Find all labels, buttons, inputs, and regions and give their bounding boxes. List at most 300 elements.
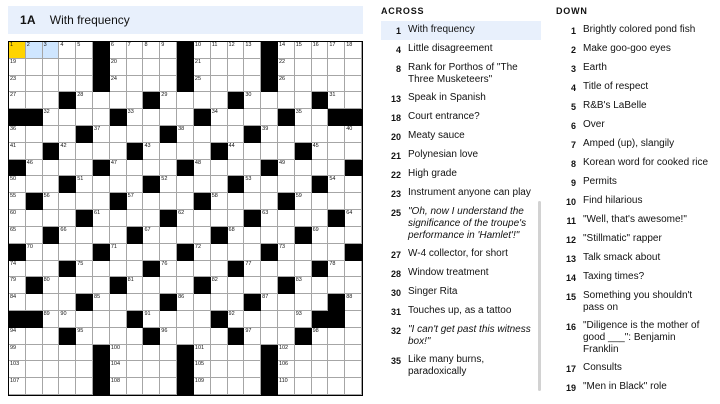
grid-cell[interactable] [59,126,76,143]
grid-cell[interactable] [295,126,312,143]
grid-cell[interactable] [143,244,160,261]
down-clue-item[interactable] [556,135,716,154]
grid-cell[interactable] [110,261,127,278]
grid-cell[interactable] [345,59,362,76]
grid-cell[interactable] [43,328,60,345]
grid-cell[interactable] [110,176,127,193]
across-clue-item[interactable] [381,184,541,203]
grid-cell[interactable] [76,261,93,278]
grid-cell[interactable] [295,294,312,311]
grid-cell[interactable] [278,311,295,328]
grid-cell[interactable] [127,294,144,311]
grid-cell[interactable] [278,244,295,261]
selected-clue-bar[interactable] [8,6,363,34]
grid-cell[interactable] [143,109,160,126]
grid-cell[interactable] [160,59,177,76]
grid-cell[interactable] [244,109,261,126]
grid-cell[interactable] [278,42,295,59]
across-clue-item[interactable] [381,165,541,184]
grid-cell[interactable] [244,76,261,93]
grid-cell[interactable] [328,244,345,261]
grid-cell[interactable] [328,193,345,210]
grid-cell[interactable] [211,277,228,294]
grid-cell[interactable] [211,92,228,109]
grid-cell[interactable] [127,328,144,345]
grid-cell[interactable] [43,193,60,210]
grid-cell[interactable] [110,59,127,76]
grid-cell[interactable] [59,378,76,395]
grid-cell[interactable] [244,160,261,177]
grid-cell[interactable] [228,59,245,76]
grid-cell[interactable] [345,210,362,227]
grid-cell[interactable] [194,92,211,109]
grid-cell[interactable] [9,345,26,362]
grid-cell[interactable] [26,126,43,143]
grid-cell[interactable] [43,42,60,59]
grid-cell[interactable] [244,92,261,109]
grid-cell[interactable] [295,176,312,193]
grid-cell[interactable] [345,42,362,59]
grid-cell[interactable] [43,76,60,93]
grid-cell[interactable] [312,244,329,261]
grid-cell[interactable] [244,378,261,395]
grid-cell[interactable] [110,143,127,160]
grid-cell[interactable] [328,92,345,109]
grid-cell[interactable] [261,92,278,109]
grid-cell[interactable] [26,76,43,93]
grid-cell[interactable] [59,59,76,76]
grid-cell[interactable] [295,59,312,76]
grid-cell[interactable] [261,277,278,294]
grid-cell[interactable] [43,126,60,143]
grid-cell[interactable] [93,294,110,311]
grid-cell[interactable] [244,59,261,76]
grid-cell[interactable] [127,42,144,59]
grid-cell[interactable] [345,176,362,193]
grid-cell[interactable] [194,42,211,59]
grid-cell[interactable] [9,176,26,193]
grid-cell[interactable] [143,361,160,378]
grid-cell[interactable] [9,76,26,93]
grid-cell[interactable] [59,244,76,261]
grid-cell[interactable] [345,143,362,160]
grid-cell[interactable] [244,361,261,378]
grid-cell[interactable] [76,160,93,177]
grid-cell[interactable] [278,143,295,160]
grid-cell[interactable] [59,210,76,227]
grid-cell[interactable] [261,109,278,126]
grid-cell[interactable] [59,345,76,362]
grid-cell[interactable] [278,294,295,311]
grid-cell[interactable] [93,109,110,126]
grid-cell[interactable] [345,361,362,378]
grid-cell[interactable] [93,176,110,193]
grid-cell[interactable] [211,59,228,76]
grid-cell[interactable] [110,328,127,345]
grid-cell[interactable] [312,328,329,345]
grid-cell[interactable] [59,42,76,59]
grid-cell[interactable] [312,126,329,143]
grid-cell[interactable] [211,378,228,395]
grid-cell[interactable] [76,92,93,109]
grid-cell[interactable] [127,92,144,109]
grid-cell[interactable] [26,59,43,76]
grid-cell[interactable] [177,311,194,328]
grid-cell[interactable] [211,294,228,311]
grid-cell[interactable] [194,345,211,362]
across-clue-item[interactable] [381,89,541,108]
grid-cell[interactable] [278,176,295,193]
grid-cell[interactable] [177,294,194,311]
grid-cell[interactable] [127,160,144,177]
grid-cell[interactable] [228,361,245,378]
grid-cell[interactable] [76,42,93,59]
grid-cell[interactable] [127,361,144,378]
grid-cell[interactable] [93,92,110,109]
grid-cell[interactable] [345,311,362,328]
grid-cell[interactable] [244,328,261,345]
grid-cell[interactable] [43,311,60,328]
grid-cell[interactable] [110,361,127,378]
grid-cell[interactable] [228,294,245,311]
grid-cell[interactable] [345,76,362,93]
grid-cell[interactable] [194,210,211,227]
down-clue-item[interactable] [556,249,716,268]
grid-cell[interactable] [110,244,127,261]
grid-cell[interactable] [93,210,110,227]
grid-cell[interactable] [177,261,194,278]
grid-cell[interactable] [43,294,60,311]
grid-cell[interactable] [9,143,26,160]
grid-cell[interactable] [59,361,76,378]
grid-cell[interactable] [76,361,93,378]
down-clue-item[interactable] [556,230,716,249]
grid-cell[interactable] [244,176,261,193]
grid-cell[interactable] [9,193,26,210]
grid-cell[interactable] [278,76,295,93]
grid-cell[interactable] [295,244,312,261]
grid-cell[interactable] [328,277,345,294]
grid-cell[interactable] [43,261,60,278]
grid-cell[interactable] [110,345,127,362]
grid-cell[interactable] [160,345,177,362]
across-clue-item[interactable] [381,351,541,381]
grid-cell[interactable] [93,143,110,160]
across-clue-item[interactable] [381,321,541,351]
grid-cell[interactable] [228,126,245,143]
grid-cell[interactable] [127,345,144,362]
grid-cell[interactable] [143,378,160,395]
grid-cell[interactable] [177,227,194,244]
grid-cell[interactable] [295,378,312,395]
grid-cell[interactable] [127,126,144,143]
grid-cell[interactable] [76,328,93,345]
grid-cell[interactable] [127,176,144,193]
grid-cell[interactable] [160,361,177,378]
grid-cell[interactable] [261,328,278,345]
grid-cell[interactable] [26,160,43,177]
grid-cell[interactable] [177,126,194,143]
grid-cell[interactable] [261,227,278,244]
grid-cell[interactable] [76,176,93,193]
grid-cell[interactable] [194,59,211,76]
grid-cell[interactable] [278,345,295,362]
grid-cell[interactable] [93,328,110,345]
grid-cell[interactable] [328,176,345,193]
grid-cell[interactable] [328,361,345,378]
grid-cell[interactable] [211,76,228,93]
grid-cell[interactable] [194,227,211,244]
grid-cell[interactable] [278,227,295,244]
grid-cell[interactable] [143,277,160,294]
grid-cell[interactable] [43,378,60,395]
down-clue-item[interactable] [556,154,716,173]
grid-cell[interactable] [93,311,110,328]
grid-cell[interactable] [295,261,312,278]
grid-cell[interactable] [278,328,295,345]
grid-cell[interactable] [211,160,228,177]
grid-cell[interactable] [278,210,295,227]
across-clue-item[interactable] [381,203,541,245]
down-clue-item[interactable] [556,40,716,59]
grid-cell[interactable] [244,345,261,362]
grid-cell[interactable] [244,261,261,278]
grid-cell[interactable] [160,42,177,59]
grid-cell[interactable] [110,210,127,227]
grid-cell[interactable] [278,59,295,76]
grid-cell[interactable] [211,176,228,193]
grid-cell[interactable] [228,210,245,227]
across-clue-item[interactable] [381,40,541,59]
grid-cell[interactable] [110,311,127,328]
grid-cell[interactable] [228,160,245,177]
grid-cell[interactable] [127,59,144,76]
grid-cell[interactable] [143,143,160,160]
grid-cell[interactable] [143,227,160,244]
grid-cell[interactable] [328,76,345,93]
grid-cell[interactable] [295,210,312,227]
grid-cell[interactable] [261,193,278,210]
grid-cell[interactable] [345,261,362,278]
grid-cell[interactable] [59,227,76,244]
grid-cell[interactable] [328,42,345,59]
grid-cell[interactable] [211,361,228,378]
grid-cell[interactable] [295,109,312,126]
grid-cell[interactable] [328,59,345,76]
grid-cell[interactable] [228,109,245,126]
grid-cell[interactable] [295,76,312,93]
grid-cell[interactable] [244,277,261,294]
grid-cell[interactable] [244,143,261,160]
grid-cell[interactable] [26,361,43,378]
grid-cell[interactable] [43,361,60,378]
grid-cell[interactable] [194,378,211,395]
grid-cell[interactable] [26,176,43,193]
grid-cell[interactable] [345,345,362,362]
grid-cell[interactable] [110,227,127,244]
grid-cell[interactable] [177,92,194,109]
grid-cell[interactable] [26,294,43,311]
grid-cell[interactable] [160,244,177,261]
grid-cell[interactable] [295,345,312,362]
grid-cell[interactable] [9,210,26,227]
grid-cell[interactable] [26,244,43,261]
grid-cell[interactable] [194,76,211,93]
across-clue-item[interactable] [381,264,541,283]
grid-cell[interactable] [143,345,160,362]
grid-cell[interactable] [312,109,329,126]
grid-cell[interactable] [76,59,93,76]
grid-cell[interactable] [76,345,93,362]
grid-cell[interactable] [228,378,245,395]
grid-cell[interactable] [194,126,211,143]
grid-cell[interactable] [143,160,160,177]
grid-cell[interactable] [59,311,76,328]
grid-cell[interactable] [295,193,312,210]
grid-cell[interactable] [43,176,60,193]
grid-cell[interactable] [127,210,144,227]
grid-cell[interactable] [211,210,228,227]
grid-cell[interactable] [177,109,194,126]
grid-cell[interactable] [160,176,177,193]
grid-cell[interactable] [211,328,228,345]
grid-cell[interactable] [228,345,245,362]
grid-cell[interactable] [9,126,26,143]
grid-cell[interactable] [328,378,345,395]
grid-cell[interactable] [194,176,211,193]
grid-cell[interactable] [345,126,362,143]
grid-cell[interactable] [278,126,295,143]
grid-cell[interactable] [312,210,329,227]
grid-cell[interactable] [76,227,93,244]
grid-cell[interactable] [76,277,93,294]
grid-cell[interactable] [295,160,312,177]
grid-cell[interactable] [328,160,345,177]
grid-cell[interactable] [110,92,127,109]
grid-cell[interactable] [261,261,278,278]
grid-cell[interactable] [228,227,245,244]
grid-cell[interactable] [177,176,194,193]
grid-cell[interactable] [312,160,329,177]
grid-cell[interactable] [295,311,312,328]
down-clue-item[interactable] [556,359,716,378]
across-scrollbar[interactable] [538,201,541,391]
grid-cell[interactable] [244,244,261,261]
grid-cell[interactable] [261,176,278,193]
down-clue-list[interactable] [556,21,716,397]
grid-cell[interactable] [261,126,278,143]
grid-cell[interactable] [177,143,194,160]
down-clue-item[interactable] [556,21,716,40]
grid-cell[interactable] [9,277,26,294]
across-clue-item[interactable] [381,108,541,127]
grid-cell[interactable] [211,109,228,126]
grid-cell[interactable] [110,42,127,59]
grid-cell[interactable] [295,92,312,109]
grid-cell[interactable] [278,160,295,177]
grid-cell[interactable] [93,126,110,143]
across-clue-panel[interactable] [381,6,541,398]
grid-cell[interactable] [194,261,211,278]
grid-cell[interactable] [345,378,362,395]
grid-cell[interactable] [143,59,160,76]
grid-cell[interactable] [312,143,329,160]
grid-cell[interactable] [143,294,160,311]
grid-cell[interactable] [278,378,295,395]
grid-cell[interactable] [160,277,177,294]
grid-cell[interactable] [143,210,160,227]
grid-cell[interactable] [345,294,362,311]
grid-cell[interactable] [228,42,245,59]
down-clue-item[interactable] [556,211,716,230]
grid-cell[interactable] [127,193,144,210]
grid-cell[interactable] [143,193,160,210]
grid-cell[interactable] [211,126,228,143]
grid-cell[interactable] [177,193,194,210]
grid-cell[interactable] [59,277,76,294]
grid-cell[interactable] [228,76,245,93]
grid-cell[interactable] [228,311,245,328]
grid-cell[interactable] [76,311,93,328]
grid-cell[interactable] [43,109,60,126]
grid-cell[interactable] [312,227,329,244]
grid-cell[interactable] [26,92,43,109]
grid-cell[interactable] [160,76,177,93]
grid-cell[interactable] [295,277,312,294]
grid-cell[interactable] [143,76,160,93]
down-clue-item[interactable] [556,59,716,78]
grid-cell[interactable] [43,160,60,177]
grid-cell[interactable] [261,210,278,227]
grid-cell[interactable] [211,261,228,278]
grid-cell[interactable] [127,244,144,261]
grid-cell[interactable] [312,76,329,93]
grid-cell[interactable] [160,261,177,278]
grid-cell[interactable] [9,92,26,109]
grid-cell[interactable] [26,210,43,227]
grid-cell[interactable] [143,42,160,59]
grid-cell[interactable] [345,92,362,109]
grid-cell[interactable] [26,261,43,278]
grid-cell[interactable] [312,294,329,311]
grid-cell[interactable] [26,378,43,395]
down-clue-item[interactable] [556,378,716,397]
down-clue-item[interactable] [556,287,716,317]
grid-cell[interactable] [59,294,76,311]
grid-cell[interactable] [261,311,278,328]
grid-cell[interactable] [160,92,177,109]
grid-cell[interactable] [9,261,26,278]
grid-cell[interactable] [76,244,93,261]
grid-cell[interactable] [312,277,329,294]
grid-cell[interactable] [312,193,329,210]
grid-cell[interactable] [228,193,245,210]
grid-cell[interactable] [244,227,261,244]
grid-cell[interactable] [110,76,127,93]
grid-cell[interactable] [76,109,93,126]
grid-cell[interactable] [93,193,110,210]
down-clue-item[interactable] [556,97,716,116]
grid-cell[interactable] [59,193,76,210]
grid-cell[interactable] [160,227,177,244]
down-clue-panel[interactable] [556,6,716,398]
grid-cell[interactable] [244,193,261,210]
down-clue-item[interactable] [556,116,716,135]
grid-cell[interactable] [127,261,144,278]
down-clue-item[interactable] [556,268,716,287]
grid-cell[interactable] [194,143,211,160]
across-clue-item[interactable] [381,59,541,89]
